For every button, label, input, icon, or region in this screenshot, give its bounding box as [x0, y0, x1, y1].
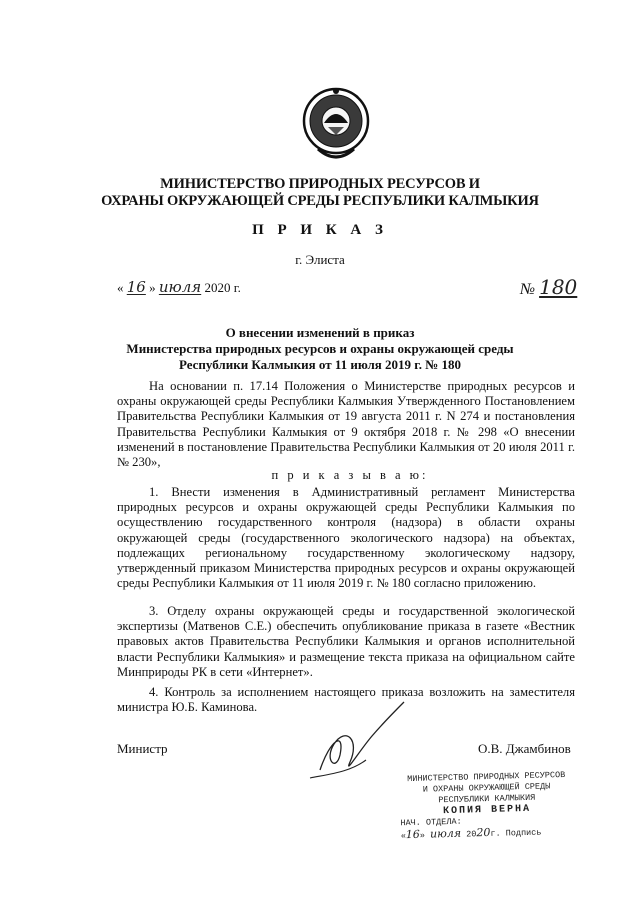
subject-line-2: Министерства природных ресурсов и охраны окружающей среды: [126, 341, 514, 356]
stamp-dept-label: НАЧ. ОТДЕЛА:: [400, 816, 462, 829]
stamp-date-month: июля: [429, 826, 462, 841]
stamp-date-suffix: г. Подпись: [490, 827, 542, 839]
stamp-date-day: 16: [405, 827, 420, 842]
stamp-date-open: «: [400, 831, 407, 842]
handwritten-signature: [300, 700, 410, 785]
order-number-handwritten: 180: [539, 275, 578, 299]
stamp-copy-label: КОПИЯ ВЕРНА: [442, 803, 532, 818]
item-3-text: 3. Отделу охраны окружающей среды и государственной экологической экспертизы (Матвенов С.Е.) обеспечить опубликование приказа в газете «Вестник правовых актов Правительства Республики Калмыкия и органов исполнительной власти Республики Калмыкия» и размещение текста приказа на официальном сайте Минприроды РК в сети «Интернет».: [117, 604, 575, 679]
certified-copy-stamp: [391, 770, 583, 843]
ministry-name-line-1: МИНИСТЕРСТВО ПРИРОДНЫХ РЕСУРСОВ И: [160, 176, 480, 192]
date-month-handwritten: июля: [158, 278, 202, 296]
coat-of-arms-emblem: [300, 83, 372, 165]
date-year: 2020 г.: [204, 280, 241, 295]
stamp-date-mid: »: [419, 830, 426, 841]
item-1-text: 1. Внести изменения в Административный регламент Министерства природных ресурсов и охраны окружающей среды Республики Калмыкия по осуществлению государственного контроля (надзора) в области охраны окружающей среды (государственного экологического надзора) на объектах, подлежащих региональному государственному экологическому надзору, утвержденный приказом Министерства природных ресурсов и охраны окружающей среды Республики Калмыкия от 11 июля 2019 г. № 180 согласно приложению.: [117, 485, 575, 591]
document-type-title: П Р И К А З: [252, 222, 388, 238]
date-open-quote: «: [117, 280, 124, 295]
signatory-title: Министр: [117, 741, 168, 756]
subject-line-1: О внесении изменений в приказ: [225, 325, 415, 340]
stamp-line-1: МИНИСТЕРСТВО ПРИРОДНЫХ РЕСУРСОВ: [407, 769, 566, 785]
preamble-paragraph: [117, 379, 575, 470]
decree-word: п р и к а з ы в а ю:: [271, 468, 429, 482]
stamp-line-2: И ОХРАНЫ ОКРУЖАЮЩЕЙ СРЕДЫ: [422, 781, 551, 795]
item-3-paragraph: [117, 604, 575, 680]
city-label: г. Элиста: [295, 252, 345, 267]
order-date: [117, 278, 241, 296]
item-1-paragraph: [117, 485, 575, 591]
stamp-date-year: 20: [466, 829, 477, 840]
date-day-handwritten: 16: [126, 278, 146, 296]
order-number-label: №: [520, 281, 536, 298]
ministry-name-line-2: ОХРАНЫ ОКРУЖАЮЩЕЙ СРЕДЫ РЕСПУБЛИКИ КАЛМЫКИЯ: [101, 193, 539, 209]
subject-line-3: Республики Калмыкия от 11 июля 2019 г. № 180: [178, 357, 462, 372]
preamble-text: На основании п. 17.14 Положения о Министерстве природных ресурсов и охраны окружающей среды Республики Калмыкия Утвержденного Постановлением Правительства Республики Калмыкия от 19 августа 2011 г. N 274 и постановления Правительства Республики Калмыкия от 9 октября 2018 г. № 298 «О внесении изменений в постановление Правительства Республики Калмыкия от 20 июля 2011 г. № 230»,: [117, 379, 575, 470]
order-number: [520, 275, 577, 299]
item-4-text: 4. Контроль за исполнением настоящего приказа возложить на заместителя министра Ю.Б. Каминова.: [117, 685, 575, 715]
stamp-line-3: РЕСПУБЛИКИ КАЛМЫКИЯ: [438, 792, 536, 806]
signatory-name: О.В. Джамбинов: [478, 741, 571, 756]
date-close-quote: »: [149, 280, 156, 295]
stamp-date-year-handwritten: 20: [476, 825, 491, 840]
